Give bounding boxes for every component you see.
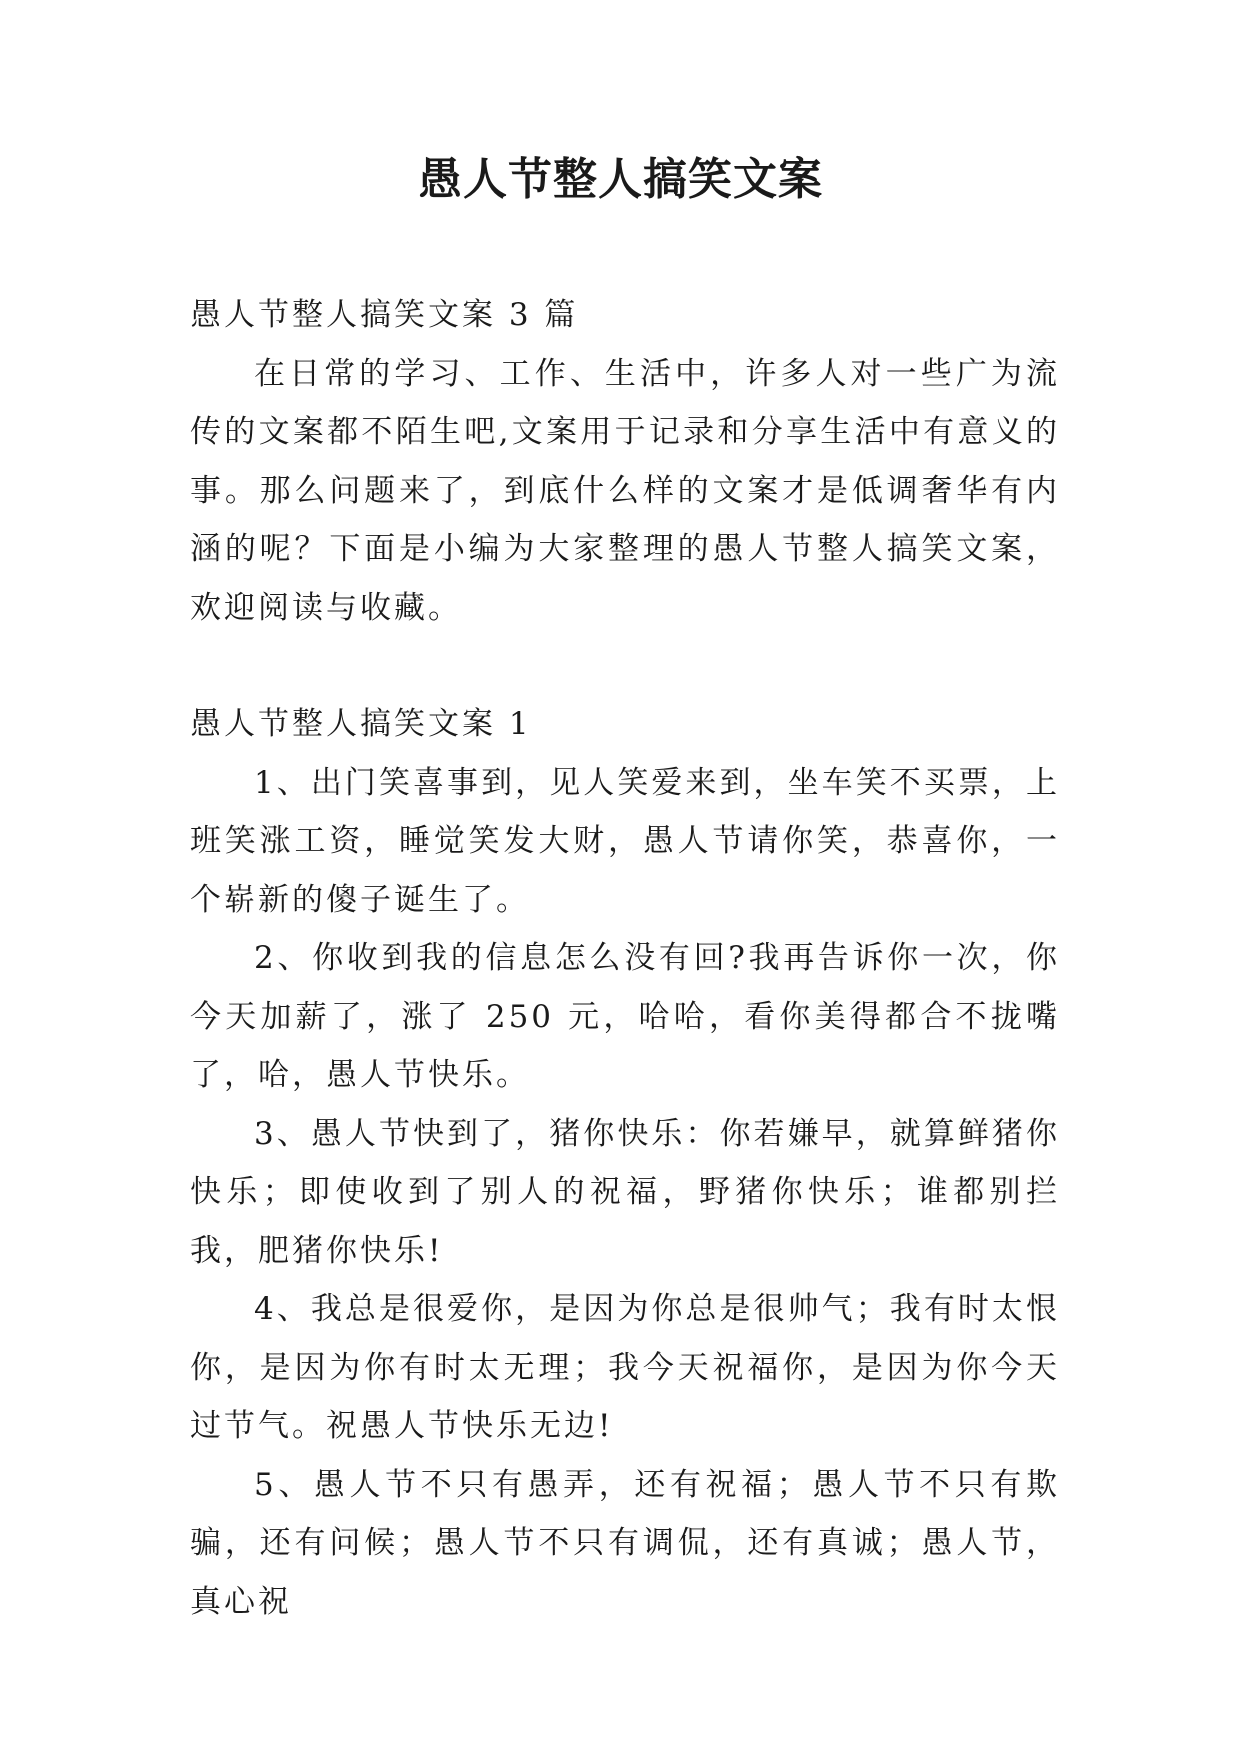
intro-paragraph: 在日常的学习、工作、生活中，许多人对一些广为流传的文案都不陌生吧,文案用于记录和分享生活中有意义的事。那么问题来了，到底什么样的文案才是低调奢华有内涵的呢？下面是小编为大家整理的愚人节整人搞笑文案，欢迎阅读与收藏。: [190, 355, 1060, 626]
section-spacer: [190, 637, 1060, 695]
section-heading: 愚人节整人搞笑文案 1: [190, 706, 532, 742]
document-subtitle: 愚人节整人搞笑文案 3 篇: [190, 297, 579, 333]
document-title: 愚人节整人搞笑文案: [418, 154, 823, 205]
document-body: [190, 286, 1060, 1631]
list-item-1: 1、出门笑喜事到，见人笑爱来到，坐车笑不买票，上班笑涨工资，睡觉笑发大财，愚人节请你笑，恭喜你，一个崭新的傻子诞生了。: [190, 764, 1060, 918]
list-item-5: 5、愚人节不只有愚弄，还有祝福；愚人节不只有欺骗，还有问候；愚人节不只有调侃，还有真诚；愚人节，真心祝: [190, 1466, 1060, 1620]
list-item-3: 3、愚人节快到了，猪你快乐：你若嫌早，就算鲜猪你快乐；即使收到了别人的祝福，野猪你快乐；谁都别拦我，肥猪你快乐!: [190, 1115, 1060, 1269]
list-item-2: 2、你收到我的信息怎么没有回?我再告诉你一次，你今天加薪了，涨了 250 元，哈哈，看你美得都合不拢嘴了，哈，愚人节快乐。: [190, 940, 1060, 1093]
list-item-4: 4、我总是很爱你，是因为你总是很帅气；我有时太恨你，是因为你有时太无理；我今天祝福你，是因为你今天过节气。祝愚人节快乐无边!: [190, 1291, 1060, 1444]
